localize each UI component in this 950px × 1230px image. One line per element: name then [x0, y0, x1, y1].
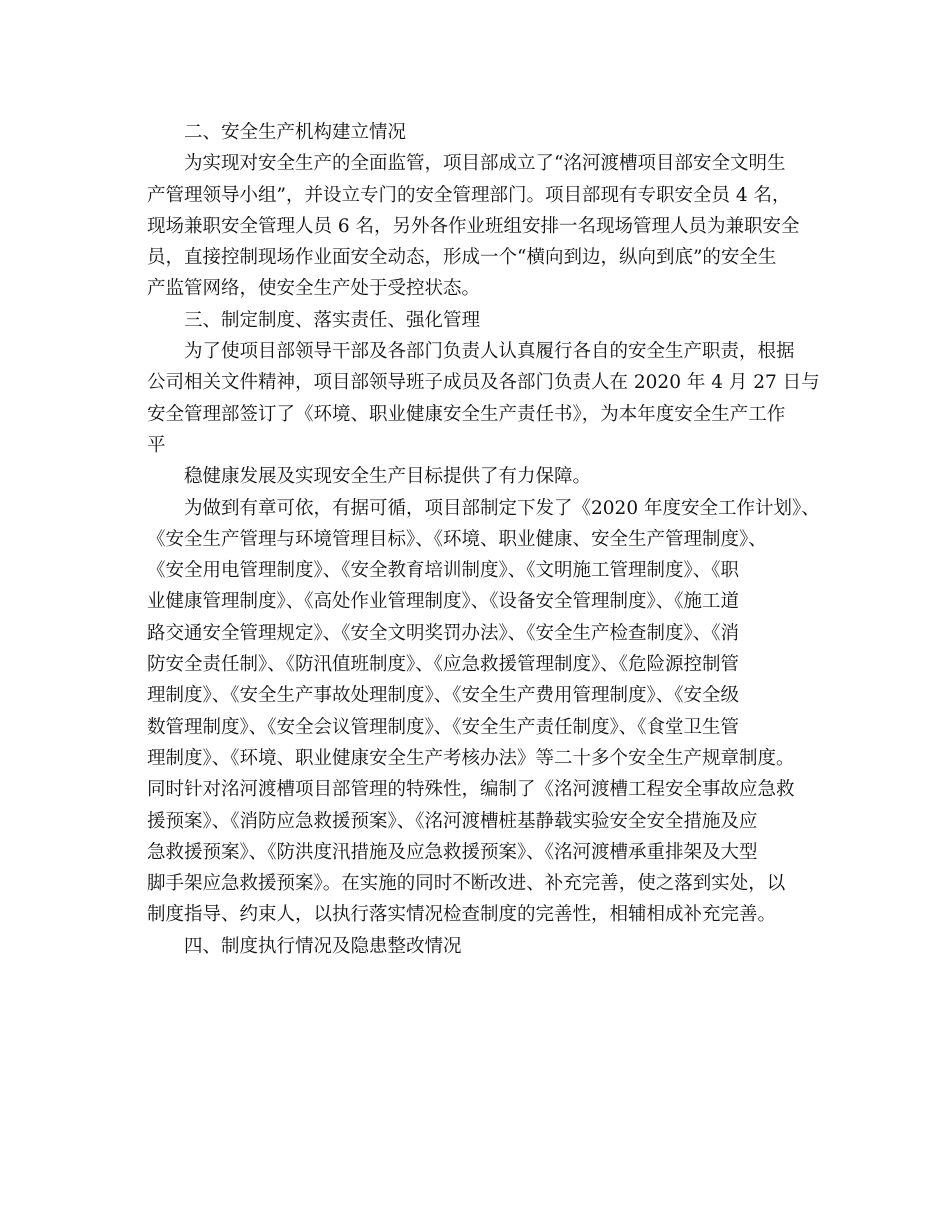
document-line: 为实现对安全生产的全面监管，项目部成立了“洺河渡槽项目部安全文明生: [184, 153, 786, 175]
document-line: 路交通安全管理规定》、《安全文明奖罚办法》、《安全生产检查制度》、《消: [147, 622, 740, 644]
document-line: 防安全责任制》、《防汛值班制度》、《应急救援管理制度》、《危险源控制管: [147, 654, 740, 676]
document-line: 脚手架应急救援预案》。在实施的同时不断改进、补充完善，使之落到实处，以: [147, 873, 786, 895]
document-line: 为了使项目部领导干部及各部门负责人认真履行各自的安全生产职责，根据: [184, 341, 795, 363]
document-line: 《安全生产管理与环境管理目标》、《环境、职业健康、安全生产管理制度》、: [147, 528, 767, 550]
document-line: 三、制定制度、落实责任、强化管理: [184, 309, 481, 331]
document-line: 同时针对洺河渡槽项目部管理的特殊性，编制了《洺河渡槽工程安全事故应急救: [147, 779, 795, 801]
document-line: 为做到有章可依，有据可循，项目部制定下发了《2020 年度安全工作计划》、: [184, 497, 820, 519]
document-line: 安全管理部签订了《环境、职业健康安全生产责任书》，为本年度安全生产工作: [147, 403, 786, 425]
document-line: 理制度》、《安全生产事故处理制度》、《安全生产费用管理制度》、《安全级: [147, 685, 740, 707]
document-line: 稳健康发展及实现安全生产目标提供了有力保障。: [184, 466, 592, 488]
document-line: 制度指导、约束人，以执行落实情况检查制度的完善性，相辅相成补充完善。: [147, 904, 777, 926]
document-line: 数管理制度》、《安全会议管理制度》、《安全生产责任制度》、《食堂卫生管: [147, 716, 740, 738]
document-line: 业健康管理制度》、《高处作业管理制度》、《设备安全管理制度》、《施工道: [147, 591, 740, 613]
document-line: 四、制度执行情况及隐患整改情况: [184, 935, 462, 957]
document-line: 急救援预案》、《防洪度汛措施及应急救援预案》、《洺河渡槽承重排架及大型: [147, 841, 758, 863]
document-line: 员，直接控制现场作业面安全动态，形成一个“横向到边，纵向到底”的安全生: [147, 247, 777, 269]
document-line: 公司相关文件精神，项目部领导班子成员及各部门负责人在 2020 年 4 月 27 日与: [147, 372, 820, 394]
document-line: 理制度》、《环境、职业健康安全生产考核办法》等二十多个安全生产规章制度。: [147, 747, 795, 769]
document-line: 援预案》、《消防应急救援预案》、《洺河渡槽桩基静载实验安全安全措施及应: [147, 810, 758, 832]
document-line: 二、安全生产机构建立情况: [184, 122, 407, 143]
document-body: [147, 117, 827, 962]
document-line: 现场兼职安全管理人员 6 名，另外各作业班组安排一名现场管理人员为兼职安全: [147, 215, 800, 237]
document-line: 产监管网络，使安全生产处于受控状态。: [147, 278, 481, 300]
document-line: 产管理领导小组”，并设立专门的安全管理部门。项目部现有专职安全员 4 名，: [147, 184, 791, 206]
document-line: 平: [147, 434, 166, 456]
document-line: 《安全用电管理制度》、《安全教育培训制度》、《文明施工管理制度》、《职: [147, 560, 740, 582]
